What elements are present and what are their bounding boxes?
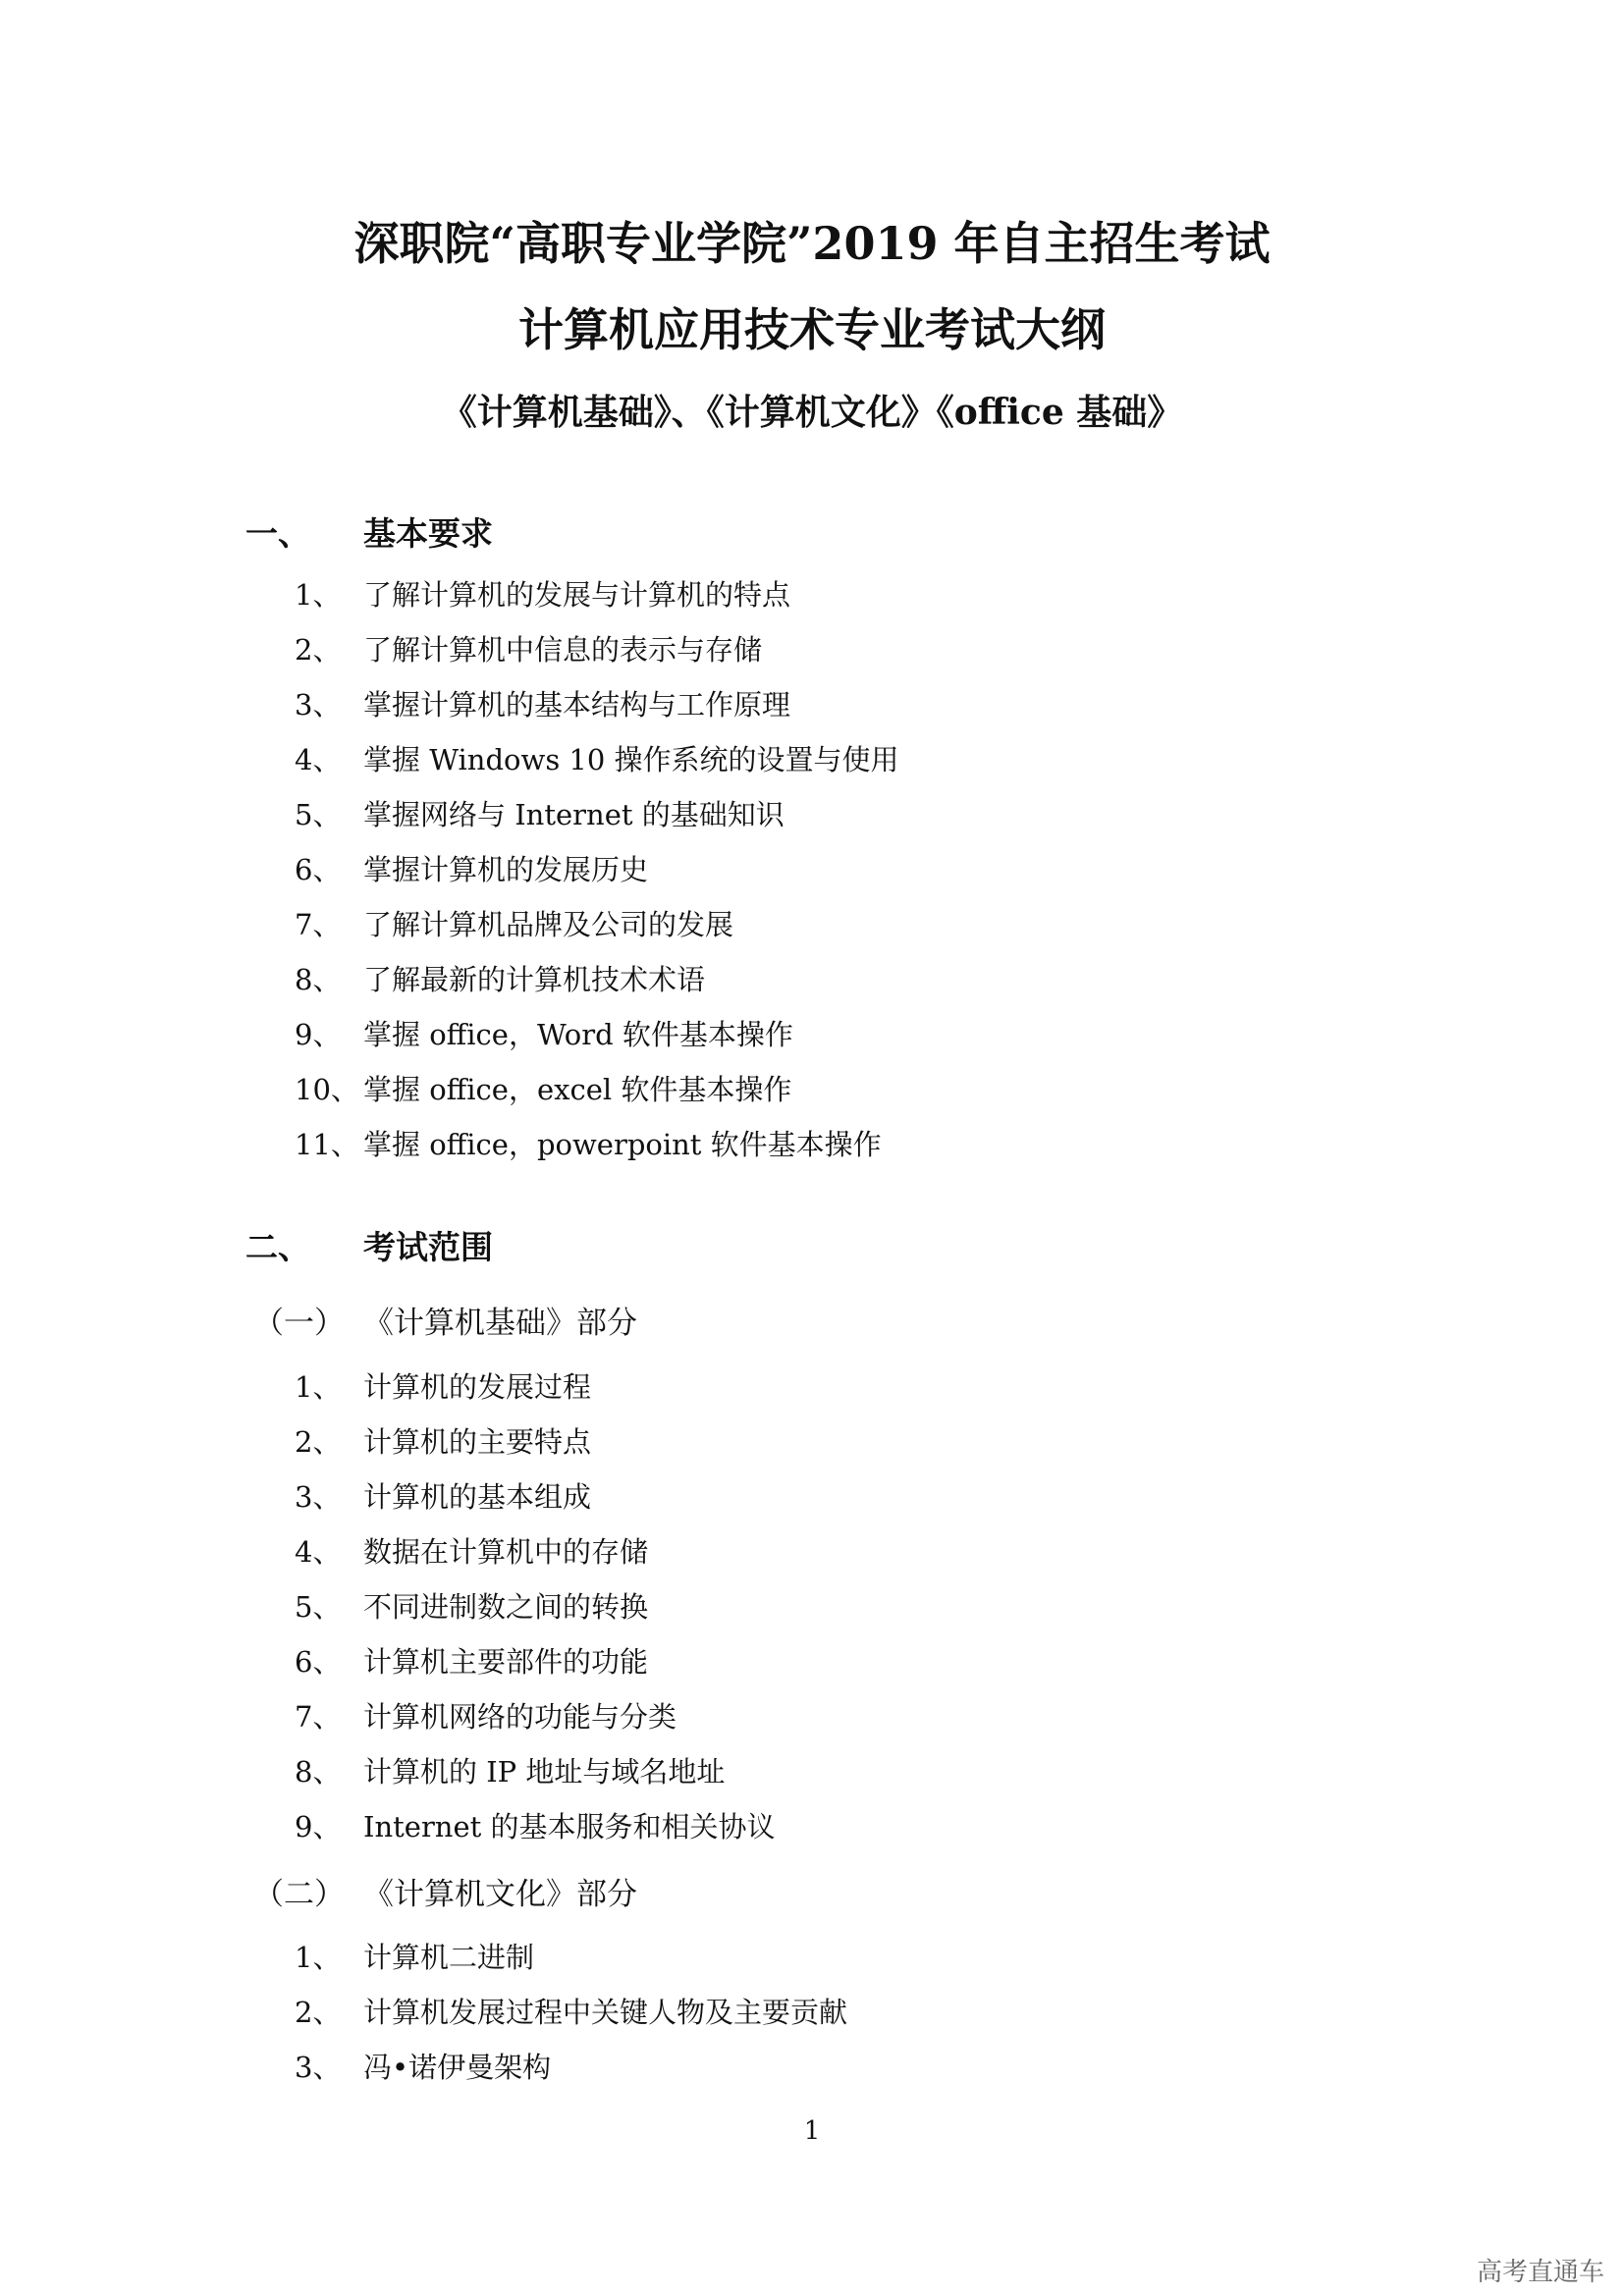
list-item bbox=[295, 1799, 776, 1854]
item-text: 了解最新的计算机技术术语 bbox=[363, 963, 706, 996]
item-number: 11、 bbox=[295, 1128, 359, 1161]
list-item bbox=[295, 1117, 899, 1172]
item-text: 计算机的发展过程 bbox=[363, 1370, 592, 1404]
item-text: 掌握 office，Word 软件基本操作 bbox=[363, 1018, 793, 1051]
list-item bbox=[295, 1062, 899, 1117]
list-item bbox=[295, 677, 899, 732]
item-text: 掌握计算机的发展历史 bbox=[363, 853, 649, 886]
list-item bbox=[295, 622, 899, 677]
list-item bbox=[295, 1524, 776, 1579]
item-number: 2、 bbox=[295, 1996, 342, 2029]
list-item bbox=[295, 1360, 776, 1415]
item-text: 不同进制数之间的转换 bbox=[363, 1590, 649, 1624]
item-text: 计算机的 IP 地址与域名地址 bbox=[363, 1755, 726, 1789]
section-title: 考试范围 bbox=[363, 1228, 493, 1266]
subsection-number: （一） bbox=[253, 1306, 345, 1341]
subsection-title: 《计算机基础》部分 bbox=[363, 1306, 637, 1341]
item-number: 1、 bbox=[295, 1941, 342, 1974]
item-text: 了解计算机品牌及公司的发展 bbox=[363, 908, 734, 941]
list-item bbox=[295, 1634, 776, 1689]
subsection-number: （二） bbox=[253, 1877, 345, 1912]
item-number: 9、 bbox=[295, 1018, 342, 1051]
subsection-heading bbox=[253, 1298, 637, 1342]
item-number: 7、 bbox=[295, 1700, 342, 1734]
section-number: 一、 bbox=[245, 514, 310, 553]
item-text: 计算机发展过程中关键人物及主要贡献 bbox=[363, 1996, 848, 2029]
section-heading bbox=[245, 1222, 493, 1268]
item-text: 掌握 Windows 10 操作系统的设置与使用 bbox=[363, 743, 899, 776]
item-number: 6、 bbox=[295, 1645, 342, 1679]
page-number: 1 bbox=[803, 2116, 821, 2146]
item-number: 3、 bbox=[295, 688, 342, 721]
section-heading bbox=[245, 508, 493, 555]
computer-culture-list bbox=[295, 1930, 847, 2095]
list-item bbox=[295, 1469, 776, 1524]
item-number: 3、 bbox=[295, 2051, 342, 2084]
list-item bbox=[295, 1007, 899, 1062]
list-item bbox=[295, 1985, 847, 2040]
item-number: 1、 bbox=[295, 578, 342, 612]
item-text: 掌握 office，excel 软件基本操作 bbox=[363, 1073, 792, 1106]
item-text: 冯•诺伊曼架构 bbox=[363, 2051, 552, 2084]
requirements-list bbox=[295, 567, 899, 1172]
computer-basics-list bbox=[295, 1360, 776, 1854]
item-number: 4、 bbox=[295, 743, 342, 776]
item-text: 了解计算机的发展与计算机的特点 bbox=[363, 578, 791, 612]
item-number: 8、 bbox=[295, 1755, 342, 1789]
item-number: 3、 bbox=[295, 1480, 342, 1514]
item-text: 掌握计算机的基本结构与工作原理 bbox=[363, 688, 791, 721]
list-item bbox=[295, 1744, 776, 1799]
section-title: 基本要求 bbox=[363, 514, 493, 553]
list-item bbox=[295, 1415, 776, 1469]
list-item bbox=[295, 732, 899, 787]
item-number: 2、 bbox=[295, 633, 342, 667]
list-item bbox=[295, 2040, 847, 2095]
list-item bbox=[295, 842, 899, 897]
item-text: 了解计算机中信息的表示与存储 bbox=[363, 633, 763, 667]
item-number: 10、 bbox=[295, 1073, 359, 1106]
item-number: 5、 bbox=[295, 1590, 342, 1624]
document-course-line: 《计算机基础》、《计算机文化》《office 基础》 bbox=[441, 392, 1183, 433]
item-text: 计算机网络的功能与分类 bbox=[363, 1700, 677, 1734]
item-number: 5、 bbox=[295, 798, 342, 831]
item-text: 数据在计算机中的存储 bbox=[363, 1535, 649, 1569]
item-text: Internet 的基本服务和相关协议 bbox=[363, 1810, 776, 1843]
list-item bbox=[295, 1689, 776, 1744]
document-subtitle: 计算机应用技术专业考试大纲 bbox=[518, 303, 1106, 356]
subsection-heading bbox=[253, 1869, 637, 1913]
list-item bbox=[295, 1930, 847, 1985]
item-number: 9、 bbox=[295, 1810, 342, 1843]
item-number: 6、 bbox=[295, 853, 342, 886]
item-number: 4、 bbox=[295, 1535, 342, 1569]
document-title: 深职院“高职专业学院”2019 年自主招生考试 bbox=[353, 217, 1271, 270]
item-text: 计算机主要部件的功能 bbox=[363, 1645, 649, 1679]
watermark: 高考直通车 bbox=[1476, 2258, 1604, 2287]
item-number: 7、 bbox=[295, 908, 342, 941]
list-item bbox=[295, 567, 899, 622]
item-number: 2、 bbox=[295, 1425, 342, 1459]
item-text: 掌握 office，powerpoint 软件基本操作 bbox=[363, 1128, 882, 1161]
section-number: 二、 bbox=[245, 1228, 310, 1266]
list-item bbox=[295, 787, 899, 842]
list-item bbox=[295, 897, 899, 952]
item-number: 1、 bbox=[295, 1370, 342, 1404]
item-text: 掌握网络与 Internet 的基础知识 bbox=[363, 798, 785, 831]
item-number: 8、 bbox=[295, 963, 342, 996]
item-text: 计算机的基本组成 bbox=[363, 1480, 592, 1514]
list-item bbox=[295, 1579, 776, 1634]
list-item bbox=[295, 952, 899, 1007]
subsection-title: 《计算机文化》部分 bbox=[363, 1877, 637, 1912]
item-text: 计算机的主要特点 bbox=[363, 1425, 592, 1459]
item-text: 计算机二进制 bbox=[363, 1941, 535, 1974]
